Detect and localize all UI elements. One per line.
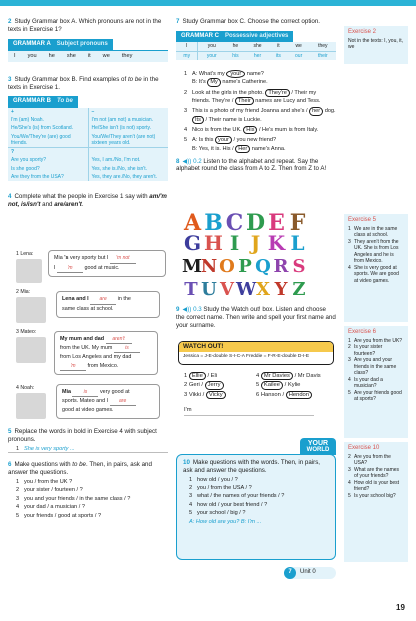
unit-label: Unit 0 (300, 569, 316, 576)
option-b[interactable]: Eli (210, 373, 218, 379)
grammar-box-header: GRAMMAR B To be (8, 96, 78, 108)
exercise-5-instruction: 5 Replace the words in bold in Exercise 4 with subject pronouns. (8, 428, 157, 443)
alphabet-letter: S (292, 256, 306, 277)
exercise-10-example: A: How old are you? B: I'm ... (189, 519, 262, 526)
top-color-bar (0, 0, 416, 6)
answer-gap[interactable]: are (90, 295, 116, 305)
alphabet-letter: L (290, 231, 305, 255)
left-column (8, 18, 168, 209)
answer-key-exercise-6: Exercise 6 1 Are you from the UK? 2 Is your sister fourteen? 3 Are you and your friends in the same class? 4 Is your dad a musician? 5 Are your friends good at sports? (344, 326, 408, 438)
list-item: 1 how old / you / ? (189, 476, 238, 483)
circled-answer[interactable]: They're (265, 89, 289, 97)
answer-gap[interactable]: is (114, 344, 140, 353)
circled-answer[interactable]: your (215, 136, 232, 144)
alphabet-letter: J (250, 231, 261, 255)
speaker-name: 3 Mateo: (16, 329, 37, 335)
middle-column (176, 18, 336, 173)
exercise-4-instruction: 4 Complete what the people in Exercise 1 say with am/'m not, is/isn't and are/aren't. (8, 193, 167, 208)
option-a[interactable]: Kailee (261, 381, 283, 389)
list-item: 3 you and your friends / in the same class / ? (16, 495, 131, 502)
speaker-row (8, 285, 168, 325)
audio-icon[interactable]: ◀)) (182, 157, 192, 165)
alphabet-row (182, 209, 332, 236)
noah-photo (16, 393, 46, 419)
alphabet-letter: Z (292, 279, 306, 300)
answer-gap[interactable]: is (72, 388, 98, 397)
alphabet-letter: G (183, 231, 202, 255)
speaker-name: 1 Lena: (16, 251, 34, 257)
exercise-10-instruction: 10 Make questions with the words. Then, in pairs, ask and answer the questions. (183, 459, 321, 474)
alphabet-illustration (182, 209, 332, 303)
alphabet-letter: O (219, 256, 235, 277)
alphabet-letter: B (204, 210, 223, 236)
alphabet-letter: I (229, 231, 240, 255)
answer-key-exercise-2: Exercise 2 Not in the texts: I, you, it, we (344, 26, 408, 64)
alphabet-letter: Y (274, 279, 288, 300)
answer-gap[interactable]: aren't (106, 335, 132, 344)
alphabet-letter: V (220, 279, 234, 300)
circled-answer[interactable]: Their (235, 97, 254, 105)
list-item: 1 Ellie / Eli (184, 373, 218, 379)
exercise-5-example: 1 She is very sporty ... (8, 446, 168, 454)
unit-footer (284, 567, 336, 579)
exercise-6-list (8, 479, 168, 520)
alphabet-letter: W (236, 279, 257, 300)
option-a[interactable]: Vikki (188, 391, 201, 398)
mateo-photo (16, 337, 46, 363)
alphabet-letter: K (267, 231, 286, 255)
list-item: 5 Kailee / Kylie (256, 382, 301, 389)
exercise-9-instruction: 9 ◀)) 0.3 Study the Watch out! box. Listen and choose the correct name. Then write and spell your first name and your surname. (176, 306, 336, 329)
answer-key-exercise-5: Exercise 5 1 We are in the same class at school. 3 They aren't from the UK. She is from Los Angeles and he is from Mexico. 4 She is very good at sports. We are good at video games. (344, 214, 408, 322)
list-item: 5 your friends / good at sports / ? (16, 512, 102, 519)
audio-icon[interactable]: ◀)) (182, 306, 192, 313)
page-number: 19 (396, 603, 405, 612)
grammar-box-c (176, 31, 336, 60)
circled-answer[interactable]: Her (235, 145, 250, 153)
exercise-9 (176, 306, 336, 329)
watch-out-title: WATCH OUT! (179, 342, 333, 352)
circled-answer[interactable]: your (226, 70, 245, 78)
alphabet-letter: F (289, 210, 306, 236)
exercise-10-list (183, 477, 329, 527)
left-column-bottom (8, 428, 168, 521)
alphabet-letter: A (183, 210, 202, 236)
grammar-box-header: GRAMMAR C Possessive adjectives (176, 31, 293, 43)
list-item: 4 your dad / a musician / ? (16, 504, 85, 511)
list-item: 5 your school / big / ? (189, 510, 246, 517)
list-item: 3 This is a photo of my friend Joanna and she's / her dog. Its / Their name is Luckie. (184, 108, 336, 124)
circled-answer[interactable]: His (243, 126, 257, 134)
option-b[interactable]: Vicky (206, 391, 226, 399)
speaker-row (8, 247, 168, 287)
exercise-9-options (184, 372, 334, 416)
list-item: 3 Vikki / Vicky (184, 391, 256, 400)
list-item: 5 A: Is this your / you new friend? B: Yes, it is. His / Her name's Anna. (184, 137, 286, 152)
alphabet-letter: Q (255, 256, 271, 277)
list-item: 6 Hanson / Hendon (256, 391, 312, 400)
grammar-box-header: GRAMMAR A Subject pronouns (8, 39, 113, 51)
exercise-8-instruction: 8 ◀)) 0.2 Listen to the alphabet and repeat. Say the alphabet round the class from A to Z. Then from Z to A! (176, 157, 327, 173)
alphabet-letter: X (256, 279, 270, 300)
circled-answer[interactable]: Its (192, 116, 204, 124)
answer-key-exercise-10: Exercise 10 2 Are you from the USA? 3 What are the names of your friends? 4 How old is your best friend? 5 Is your school big? (344, 442, 408, 562)
exercise-2-instruction: 2 Study Grammar box A. Which pronouns are not in the texts in Exercise 1? (8, 18, 162, 33)
speaker-name: 4 Noah: (16, 385, 35, 391)
alphabet-letter: R (273, 256, 289, 277)
speech-bubble: Mia 's very sporty but I 'm not I 'm good at music. (48, 250, 166, 277)
watch-out-text: Jessica = J-E-double S-I-C-A Freddie = F-R-E-double D-I-E (183, 354, 310, 359)
circled-answer[interactable]: My (207, 78, 220, 86)
list-item: 2 your sister / fourteen / ? (16, 487, 83, 494)
grammar-box-b (8, 96, 168, 181)
alphabet-letter: N (200, 256, 218, 277)
speaker-row (8, 325, 168, 377)
alphabet-letter: E (268, 210, 285, 236)
circled-answer[interactable]: her (309, 107, 323, 115)
your-world-box (176, 454, 336, 560)
alphabet-letter: P (238, 256, 252, 277)
speaker-name: 2 Mia: (16, 289, 31, 295)
alphabet-letter: M (182, 256, 202, 277)
speech-bubble: Lena and I are in the same class at school. (56, 291, 160, 318)
option-b[interactable]: Mr Davis (297, 373, 321, 379)
list-item: 4 Mr Davies / Mr Davis (256, 373, 321, 379)
option-a[interactable]: Ellie (189, 372, 206, 380)
option-a[interactable]: Geri (188, 382, 200, 389)
list-item: 2 Look at the girls in the photo. They're / Their my friends. They're / Their names are Lucy and Tess. (184, 89, 321, 105)
unit-page-number: 7 (284, 567, 296, 579)
alphabet-letter: U (201, 279, 217, 300)
name-writing-line[interactable]: I'm (184, 406, 314, 416)
list-item: 4 how old / your best friend / ? (189, 501, 268, 508)
option-b[interactable]: Kylie (287, 382, 301, 389)
alphabet-letter: C (225, 210, 244, 236)
list-item: 4 Nico is from the UK. His / He's mum is from Italy. (184, 127, 319, 134)
answer-gap[interactable]: 'm (60, 362, 86, 371)
exercise-6-instruction: 6 Make questions with to be. Then, in pairs, ask and answer the questions. (8, 461, 152, 477)
list-item: 1 A: What's my your name? B: It's My name's Catherine. (184, 70, 268, 86)
alphabet-letter: H (204, 231, 223, 255)
speaker-row (8, 381, 168, 423)
your-world-badge: YOUR WORLD (300, 438, 336, 455)
alphabet-letter: D (245, 210, 266, 236)
exercise-7-instruction: 7 Study Grammar box C. Choose the correct option. (176, 18, 321, 25)
option-a[interactable]: Mr Davies (261, 372, 293, 380)
option-a[interactable]: Hanson (260, 391, 281, 398)
answer-gap[interactable]: 'm (57, 264, 83, 274)
alphabet-row (182, 255, 332, 278)
exercise-number: 2 (8, 18, 12, 25)
mia-photo (16, 297, 46, 323)
answer-gap[interactable]: 'm not (110, 254, 136, 264)
alphabet-row (182, 232, 332, 255)
pronoun-row: I you he she it we they (8, 50, 168, 62)
to-be-table: + – I'm (am) Noah. I'm not (am not) a musician. He/She's (is) from Scotland. He/She isn't (is not) sporty. You/We/They're (are) good friends. You/We/They aren't (are not) sixteen years old. ? Are you sporty? Yes, I am./No, I'm not. Is she good? Yes, she is./No, she isn't. Are they from the USA? Yes, they are./No, they aren't. (8, 108, 168, 181)
possessive-table: I you he she it we they my your his her its our their (176, 42, 336, 60)
exercise-3-instruction: 3 Study Grammar box B. Find examples of to be in the texts in Exercise 1. (8, 75, 159, 91)
option-b[interactable]: Jerry (205, 381, 224, 389)
exercise-7-list (176, 70, 336, 154)
grammar-box-a (8, 39, 168, 62)
answer-gap[interactable]: are (110, 397, 136, 406)
list-item: 3 what / the names of your friends / ? (189, 493, 285, 500)
list-item: 2 Geri / Jerry (184, 381, 256, 390)
list-item: 2 you / from the USA / ? (189, 484, 252, 491)
list-item: 1 you / from the UK ? (16, 478, 73, 485)
alphabet-letter: T (184, 279, 198, 300)
alphabet-row (182, 278, 332, 301)
speech-bubble: My mum and dad aren't from the UK. My mum is from Los Angeles and my dad 'm from Mexico. (54, 331, 158, 375)
option-b[interactable]: Hendon (286, 391, 312, 399)
speech-bubble: Mia is very good at sports. Mateo and I are good at video games. (56, 384, 160, 419)
watch-out-box (178, 341, 334, 365)
lena-photo (16, 259, 42, 283)
